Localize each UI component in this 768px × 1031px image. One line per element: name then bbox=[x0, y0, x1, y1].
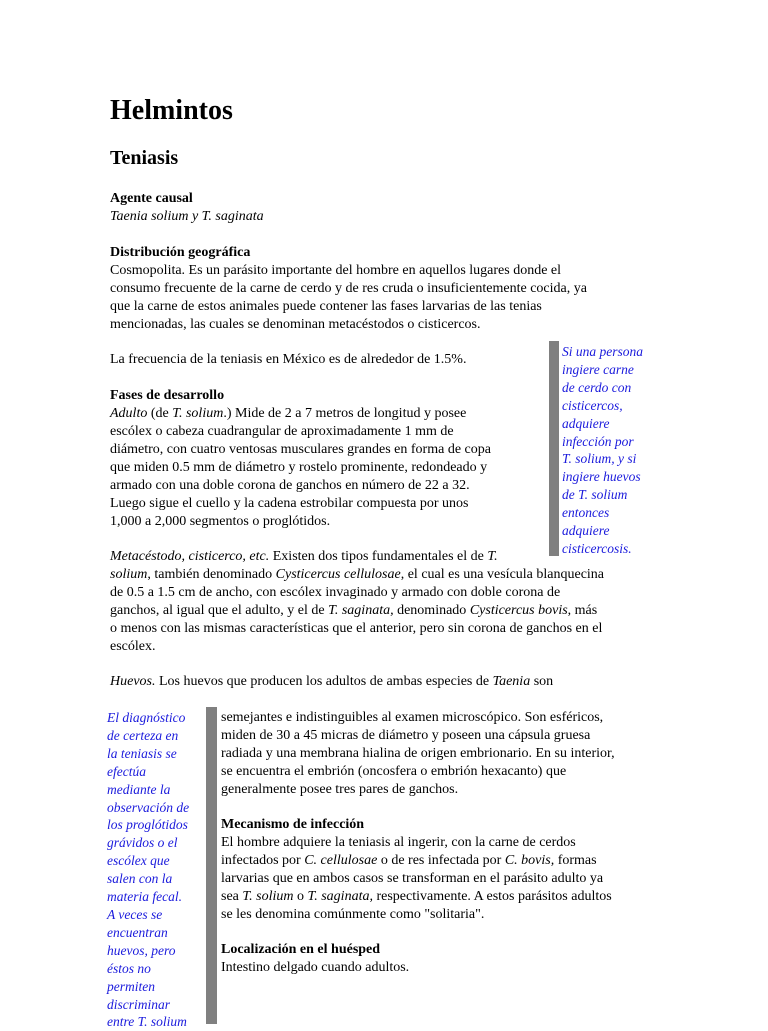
mecanismo-heading: Mecanismo de infección bbox=[221, 817, 365, 832]
mecanismo-section bbox=[221, 816, 661, 924]
huevos-continued bbox=[221, 709, 661, 799]
adulto-line: 1,000 a 2,000 segmentos o proglótidos. bbox=[110, 514, 331, 529]
note-line: salen con la bbox=[107, 871, 173, 887]
note-line: escólex que bbox=[107, 853, 170, 869]
localizacion-heading: Localización en el huésped bbox=[221, 942, 381, 957]
note-line: ingiere carne bbox=[562, 361, 634, 377]
note-line: discriminar bbox=[107, 996, 171, 1012]
note-line: de cerdo con bbox=[562, 379, 632, 395]
mecanismo-line bbox=[221, 852, 661, 870]
note-line: entre T. solium bbox=[107, 1014, 187, 1030]
note-line: materia fecal. bbox=[107, 889, 182, 905]
metacestodo-line bbox=[110, 548, 660, 566]
mecanismo-line: El hombre adquiere la teniasis al ingerir, con la carne de cerdos bbox=[221, 835, 576, 850]
agente-heading: Agente causal bbox=[110, 191, 193, 206]
agente-causal-section bbox=[110, 190, 264, 226]
localizacion-body: Intestino delgado cuando adultos. bbox=[221, 960, 410, 975]
note-line: efectúa bbox=[107, 763, 146, 779]
localizacion-section bbox=[221, 941, 661, 977]
distribucion-line: consumo frecuente de la carne de cerdo y de res cruda o insuficientemente cocida, ya bbox=[110, 281, 587, 296]
text-run: , también denominado bbox=[147, 567, 276, 582]
huevos-line: radiada y una membrana hialina de origen embrionario. En su interior, bbox=[221, 746, 615, 761]
metacestodo-section bbox=[110, 548, 660, 656]
note-line: A veces se bbox=[107, 906, 163, 922]
text-run: Existen dos tipos fundamentales el de bbox=[269, 549, 488, 564]
note-line: grávidos o el bbox=[107, 835, 178, 851]
distribucion-heading: Distribución geográfica bbox=[110, 245, 251, 260]
species-name: T. solium bbox=[242, 889, 294, 904]
note-line: cisticercos, bbox=[562, 397, 623, 413]
section-title: Teniasis bbox=[110, 147, 179, 169]
distribucion-line: que la carne de estos animales puede contener las fases larvarias de las tenias bbox=[110, 299, 542, 314]
distribucion-line: Cosmopolita. Es un parásito importante del hombre en aquellos lugares donde el bbox=[110, 263, 562, 278]
frecuencia-text: La frecuencia de la teniasis en México es de alrededor de 1.5%. bbox=[110, 352, 467, 367]
note-line: huevos, pero bbox=[107, 942, 176, 958]
adulto-first-line bbox=[110, 405, 491, 423]
sidenote-right bbox=[562, 343, 662, 558]
adulto-line: diámetro, con cuatro ventosas musculares grandes en forma de copa bbox=[110, 442, 491, 457]
text-run: son bbox=[530, 674, 554, 689]
metacestodo-term: Metacéstodo, cisticerco, etc. bbox=[110, 549, 270, 564]
note-line: cisticercosis. bbox=[562, 540, 632, 556]
huevos-intro bbox=[110, 673, 553, 691]
huevos-line: generalmente posee tres pares de ganchos. bbox=[221, 782, 459, 797]
mecanismo-line: se les denomina comúnmente como "solitaria". bbox=[221, 907, 485, 922]
text-run: sea bbox=[221, 889, 243, 904]
species-name: C. cellulosae bbox=[304, 853, 378, 868]
text-run: denominado bbox=[393, 603, 470, 618]
mecanismo-line bbox=[221, 888, 661, 906]
text-run: o bbox=[293, 889, 308, 904]
note-line: la teniasis se bbox=[107, 745, 177, 761]
sidenote-bar bbox=[206, 707, 217, 1024]
note-line: encuentran bbox=[107, 924, 168, 940]
text-run: .) Mide de 2 a 7 metros de longitud y posee bbox=[223, 406, 467, 421]
note-line: observación de bbox=[107, 799, 190, 815]
metacestodo-line bbox=[110, 602, 660, 620]
note-line: permiten bbox=[107, 978, 155, 994]
text-run: (de bbox=[147, 406, 173, 421]
metacestodo-line: escólex. bbox=[110, 639, 156, 654]
species-name: T. saginata, bbox=[307, 889, 373, 904]
note-line: los proglótidos bbox=[107, 817, 188, 833]
note-line: El diagnóstico bbox=[107, 710, 186, 725]
adulto-line: armado con una doble corona de ganchos en número de 22 a 32. bbox=[110, 478, 470, 493]
page-title: Helmintos bbox=[110, 95, 233, 126]
note-line: adquiere bbox=[562, 523, 610, 539]
species-name: C. bovis, bbox=[504, 853, 555, 868]
note-line: de T. solium bbox=[562, 487, 628, 503]
note-line: de certeza en bbox=[107, 727, 179, 743]
agente-body: Taenia solium y T. saginata bbox=[110, 209, 264, 224]
metacestodo-line bbox=[110, 566, 660, 584]
note-line: infección por bbox=[562, 433, 634, 449]
text-run: infectados por bbox=[221, 853, 305, 868]
sidenote-bar bbox=[549, 341, 559, 556]
distribucion-section bbox=[110, 244, 587, 334]
text-run: formas bbox=[554, 853, 597, 868]
adulto-line: escólex o cabeza cuadrangular de aproximadamente 1 mm de bbox=[110, 424, 454, 439]
note-line: entonces bbox=[562, 505, 610, 521]
huevos-line: semejantes e indistinguibles al examen microscópico. Son esféricos, bbox=[221, 710, 604, 725]
species-name: solium bbox=[110, 567, 148, 582]
huevos-term: Huevos. bbox=[110, 674, 156, 689]
adulto-term: Adulto bbox=[110, 406, 148, 421]
species-name: Cysticercus bovis bbox=[469, 603, 568, 618]
text-run: , más bbox=[567, 603, 598, 618]
sidenote-left bbox=[107, 709, 207, 1031]
note-line: mediante la bbox=[107, 781, 171, 797]
note-line: T. solium, y si bbox=[562, 451, 637, 467]
genus-name: Taenia bbox=[492, 674, 531, 689]
adulto-line: Luego sigue el cuello y la cadena estrobilar compuesta por unos bbox=[110, 496, 469, 511]
huevos-line: se encuentra el embrión (oncosfera o embrión hexacanto) que bbox=[221, 764, 567, 779]
distribucion-line: mencionadas, las cuales se denominan metacéstodos o cisticercos. bbox=[110, 317, 481, 332]
species-name: T. bbox=[487, 549, 498, 564]
text-run: o de res infectada por bbox=[377, 853, 505, 868]
note-line: ingiere huevos bbox=[562, 469, 641, 485]
huevos-line: miden de 30 a 45 micras de diámetro y poseen una cápsula gruesa bbox=[221, 728, 591, 743]
note-line: Si una persona bbox=[562, 344, 643, 359]
text-run: Los huevos que producen los adultos de ambas especies de bbox=[155, 674, 493, 689]
fases-section bbox=[110, 387, 491, 531]
mecanismo-line: larvarias que en ambos casos se transforman en el parásito adulto ya bbox=[221, 871, 604, 886]
text-run: respectivamente. A estos parásitos adultos bbox=[372, 889, 612, 904]
note-line: éstos no bbox=[107, 960, 151, 976]
metacestodo-line: o menos con las mismas características que el anterior, pero sin corona de ganchos en el bbox=[110, 621, 603, 636]
species-name: T. saginata, bbox=[328, 603, 394, 618]
note-line: adquiere bbox=[562, 415, 610, 431]
text-run: ganchos, al igual que el adulto, y el de bbox=[110, 603, 329, 618]
species-name: Cysticercus cellulosae bbox=[275, 567, 401, 582]
metacestodo-line: de 0.5 a 1.5 cm de ancho, con escólex invaginado y armado con doble corona de bbox=[110, 585, 561, 600]
fases-heading: Fases de desarrollo bbox=[110, 388, 225, 403]
species-name: T. solium bbox=[172, 406, 224, 421]
text-run: , el cual es una vesícula blanquecina bbox=[400, 567, 605, 582]
adulto-line: que miden 0.5 mm de diámetro y rostelo prominente, redondeado y bbox=[110, 460, 488, 475]
